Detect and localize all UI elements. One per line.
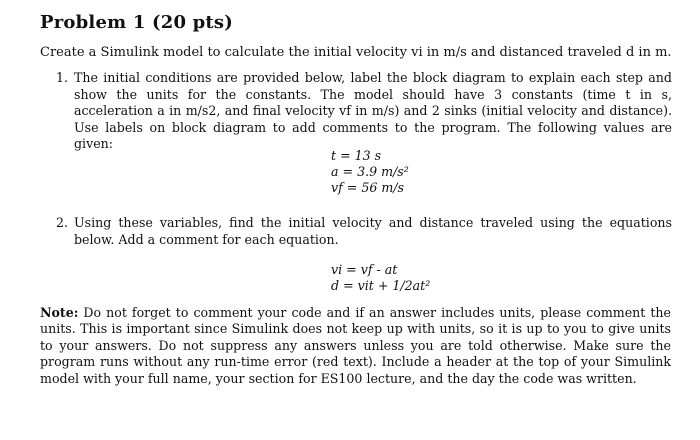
equation-distance: d = vit + 1/2at² bbox=[331, 278, 431, 293]
equation-time: t = 13 s bbox=[331, 148, 382, 163]
problem-intro: Create a Simulink model to calculate the initial velocity vi in m/s and distanced traveled d in m. bbox=[40, 45, 672, 60]
equation-acceleration: a = 3.9 m/s² bbox=[331, 164, 409, 179]
equation-final-velocity: vf = 56 m/s bbox=[331, 180, 405, 195]
item-text: Using these variables, find the initial velocity and distance traveled using the equations below. Add a comment for each equation. bbox=[74, 215, 672, 247]
given-values bbox=[0, 148, 700, 196]
item-number: 2. bbox=[56, 215, 69, 230]
note-paragraph bbox=[40, 305, 671, 387]
equation-initial-velocity: vi = vf - at bbox=[331, 262, 398, 277]
item-number: 1. bbox=[56, 70, 69, 85]
problem-title: Problem 1 (20 pts) bbox=[40, 12, 233, 33]
note-text: Do not forget to comment your code and if an answer includes units, please comment the units. This is important since Simulink does not keep up with units, so it is up to you to give units to your answers. Do not suppress any answers unless you are told otherwise. Make sure the program runs without any run-time error (red text). Include a header at the top of your Simulink model with your full name, your section for ES100 lecture, and the day the code was written. bbox=[40, 305, 671, 386]
list-item bbox=[56, 215, 672, 248]
list-item bbox=[56, 70, 672, 153]
note-label: Note: bbox=[40, 305, 79, 320]
equations-block bbox=[0, 262, 700, 294]
item-text: The initial conditions are provided below, label the block diagram to explain each step and show the units for the constants. The model should have 3 constants (time t in s, acceleration a in m/s2, and final velocity vf in m/s) and 2 sinks (initial velocity and distance). Use labels on block diagram to add comments to the program. The following values are given: bbox=[74, 70, 672, 151]
